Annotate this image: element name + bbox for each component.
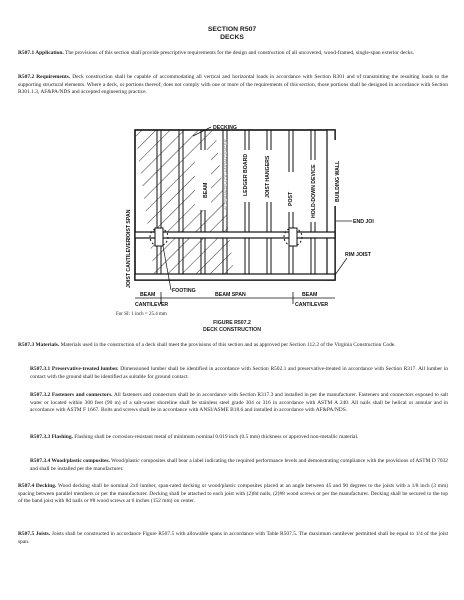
paragraph-r507-4 bbox=[18, 483, 448, 506]
paragraph-heading: R507.3.3 Flashing. bbox=[30, 434, 73, 440]
paragraph-body: All fasteners and connectors shall be in accordance with Section R317.3 and installed in per the manufacturer. Fasteners and connectors exposed to salt water or located within 300 feet (90 m) of a salt-water shoreline shall be stainless steel grade 304 or 316 in accordance with ASTM A 240. All nails shall be helical or annular and in accordance with ASTM F 1667. Bolts and screws shall be in accordance with ANSI/ASME B18.6 and installed in accordance with AF&PA/NDS. bbox=[30, 392, 448, 413]
section-title: SECTION R507 bbox=[207, 26, 257, 33]
decking-hatch bbox=[135, 130, 235, 280]
label-beam: BEAM bbox=[203, 182, 209, 198]
paragraph-heading: R507.3.1 Preservative-treated lumber. bbox=[30, 366, 119, 372]
paragraph-r507-3-2 bbox=[30, 392, 448, 415]
label-cantilever-right: CANTILEVER bbox=[295, 302, 329, 308]
label-cantilever-left: CANTILEVER bbox=[135, 302, 169, 308]
paragraph-r507-3-1 bbox=[30, 366, 448, 381]
label-post: POST bbox=[288, 191, 294, 206]
label-building-wall: BUILDING WALL bbox=[335, 160, 341, 202]
paragraph-heading: R507.3.2 Fasteners and connectors. bbox=[30, 392, 113, 398]
post-left bbox=[155, 228, 163, 246]
paragraph-body: Flashing shall be corrosion-resistant metal of minimum nominal 0.019 inch (0.5 mm) thickness or approved non-metallic material. bbox=[72, 434, 359, 440]
paragraph-r507-2 bbox=[18, 74, 448, 97]
paragraph-body: Dimensioned lumber shall be identified in accordance with Section R502.1 and preservative-treated in accordance with Section R317. All lumber in contact with the ground shall be identified as suitable for ground contact. bbox=[30, 366, 449, 380]
paragraph-body: Wood/plastic composites shall bear a label indicating the required performance levels and demonstrating compliance with the provisions of ASTM D 7032 and shall be installed per the manufacturer. bbox=[30, 458, 448, 472]
label-end-joist: END JOI bbox=[353, 219, 374, 225]
paragraph-heading: R507.3.4 Wood/plastic composites. bbox=[30, 458, 110, 464]
label-hold-down: HOLD-DOWN DEVICE bbox=[311, 164, 317, 218]
paragraph-heading: R507.1 Application. bbox=[18, 50, 64, 56]
paragraph-body: The provisions of this section shall provide prescriptive requirements for the design and construction of all uncovered, wood-framed, single-span exterior decks. bbox=[63, 50, 415, 56]
label-joist-span: JOIST SPAN bbox=[126, 209, 132, 240]
si-note: For SI: 1 inch = 25.4 mm bbox=[116, 312, 167, 317]
paragraph-body: Joists shall be constructed in accordance Figure R507.5 with allowable spans in accordance with Table R507.5. The maximum cantilever permitted shall be equal to 1/4 of the joist span. bbox=[18, 531, 448, 545]
paragraph-r507-1 bbox=[18, 50, 448, 58]
post-right bbox=[289, 228, 297, 246]
label-beam-span: BEAM SPAN bbox=[215, 292, 246, 298]
paragraph-body: Materials used in the construction of a deck shall meet the provisions of this section and as approved per Section 112.2 of the Virginia Construction Code. bbox=[59, 342, 396, 348]
paragraph-body: Deck construction shall be capable of accommodating all vertical and horizontal loads in accordance with Section R301 and of transmitting the resulting loads to the supporting structural elements. Where a deck, or portions thereof, does not comply with one or more of the requirements of this section, those portions shall be designed in accordance with Section R301.1.3, AF&PA/NDS and accepted engineering practice. bbox=[18, 74, 448, 95]
rim-joist bbox=[135, 274, 335, 280]
label-beam-right: BEAM bbox=[302, 292, 318, 298]
label-watermark: ALTERNATE LOCATION CENTER bbox=[223, 139, 228, 210]
paragraph-heading: R507.3 Materials. bbox=[18, 342, 60, 348]
label-joist-hangers: JOIST HANGERS bbox=[265, 155, 271, 198]
paragraph-r507-3 bbox=[18, 342, 448, 350]
paragraph-r507-5 bbox=[18, 531, 448, 546]
paragraph-body: Wood decking shall be nominal 2x6 lumber, span-rated decking or wood/plastic composites placed at an angle between 45 and 90 degrees to the joists with a 1/8 inch (3 mm) spacing between parallel members or per the manufacturer. Decking shall be attached to each joist with (2)8d nails, (2)#8 wood screws or per the manufacturer. Decking shall be secured to the top of the band joist with 8d nails or #8 wood screws at 6 inches (152 mm) on center. bbox=[18, 483, 448, 504]
figure-caption-title: DECK CONSTRUCTION bbox=[203, 327, 261, 333]
beam bbox=[135, 232, 335, 238]
label-joist-cantilever: JOIST CANTILEVER bbox=[126, 238, 132, 288]
paragraph-heading: R507.2 Requirements. bbox=[18, 74, 71, 80]
deck-diagram bbox=[95, 120, 375, 340]
label-rim-joist: RIM JOIST bbox=[345, 252, 371, 258]
paragraph-r507-3-4 bbox=[30, 458, 448, 473]
label-footing: FOOTING bbox=[172, 288, 196, 294]
section-subtitle: DECKS bbox=[220, 34, 244, 41]
paragraph-heading: R507.4 Decking. bbox=[18, 483, 57, 489]
figure-caption-number: FIGURE R507.2 bbox=[213, 320, 251, 326]
label-beam-left: BEAM bbox=[140, 292, 156, 298]
deck-construction-figure bbox=[95, 120, 375, 340]
paragraph-heading: R507.5 Joists. bbox=[18, 531, 51, 537]
paragraph-r507-3-3 bbox=[30, 434, 448, 442]
label-decking: DECKING bbox=[213, 125, 237, 131]
label-ledger-board: LEDGER BOARD bbox=[243, 153, 249, 196]
